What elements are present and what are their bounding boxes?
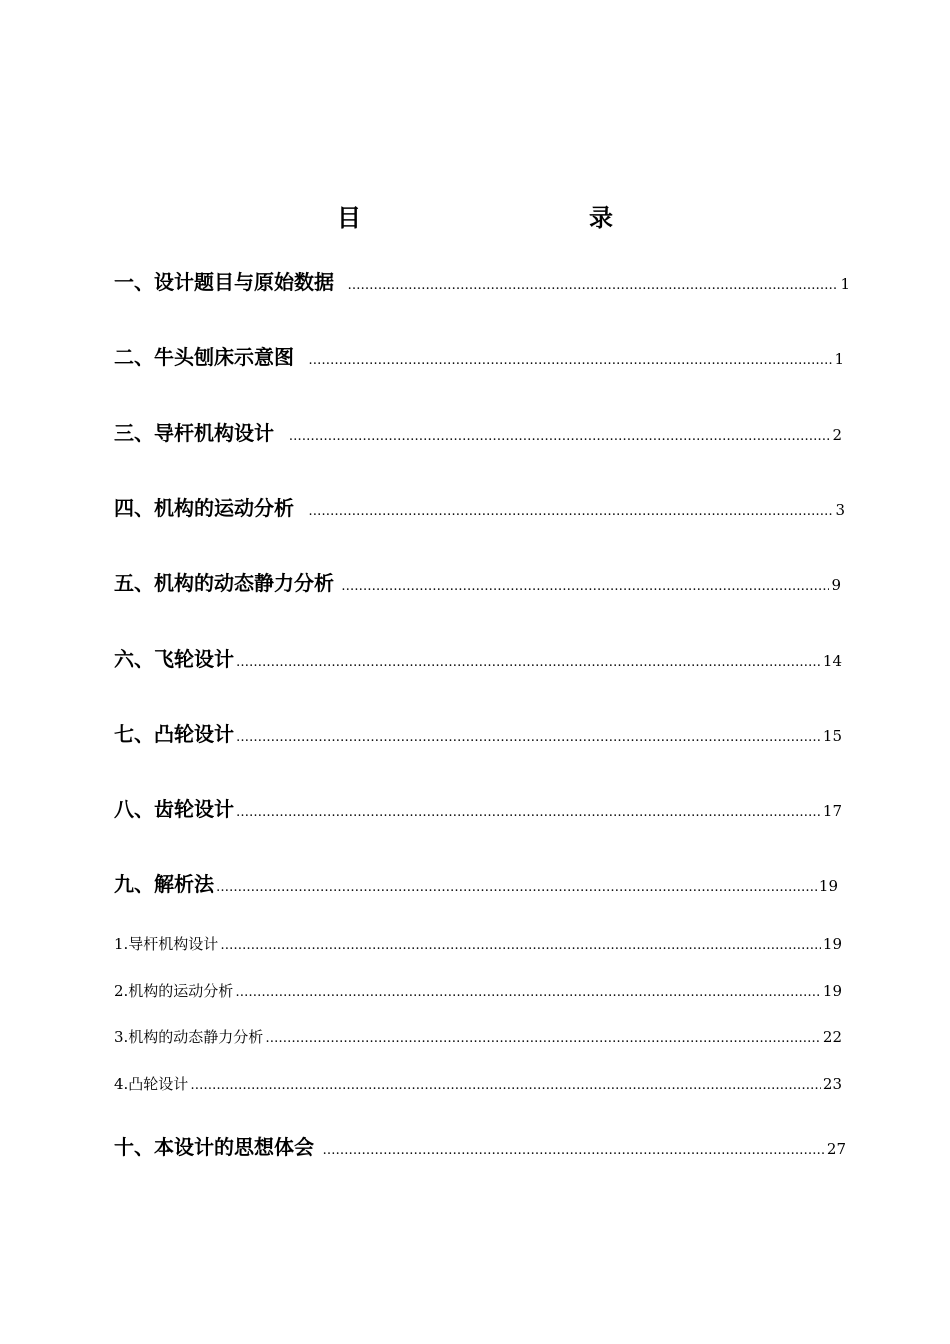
toc-leader-dots xyxy=(216,880,817,895)
toc-leader-dots xyxy=(235,985,821,1000)
toc-entry xyxy=(114,793,842,822)
toc-subentry xyxy=(114,933,842,954)
toc-entry-page: 19 xyxy=(818,877,838,895)
toc-leader-dots xyxy=(308,504,833,519)
toc-entry xyxy=(114,567,841,596)
toc-entry-label: 九、解析法 xyxy=(114,872,214,896)
toc-leader-dots xyxy=(265,1031,821,1046)
toc-entry-page: 19 xyxy=(822,935,842,953)
toc-leader-dots xyxy=(190,1078,821,1093)
toc-entry-page: 23 xyxy=(822,1075,842,1093)
toc-entry-page: 9 xyxy=(831,576,841,594)
toc-entry-label: 3.机构的动态静力分析 xyxy=(114,1028,264,1046)
toc-entry-page: 3 xyxy=(835,501,845,519)
toc-leader-dots xyxy=(289,429,831,444)
toc-leader-dots xyxy=(236,805,821,820)
toc-entry-page: 22 xyxy=(822,1028,842,1046)
toc-entry-label: 七、凸轮设计 xyxy=(114,722,234,746)
toc-entry xyxy=(114,417,842,446)
toc-entry-page: 17 xyxy=(822,802,842,820)
toc-leader-dots xyxy=(322,1143,824,1158)
toc-entry-label: 十、本设计的思想体会 xyxy=(114,1135,314,1159)
toc-entry-label: 三、导杆机构设计 xyxy=(114,421,274,445)
toc-entry xyxy=(114,1131,846,1160)
toc-entry-page: 2 xyxy=(832,426,842,444)
toc-entry-page: 1 xyxy=(834,350,844,368)
toc-entry xyxy=(114,643,842,672)
toc-leader-dots xyxy=(236,655,821,670)
toc-entry xyxy=(114,341,844,370)
toc-subentry xyxy=(114,1026,842,1047)
toc-entry-label: 五、机构的动态静力分析 xyxy=(114,571,334,595)
toc-leader-dots xyxy=(348,278,839,293)
toc-entry-label: 一、设计题目与原始数据 xyxy=(114,270,334,294)
toc-entry-label: 四、机构的运动分析 xyxy=(114,496,294,520)
toc-title: 目 录 xyxy=(337,204,673,232)
toc-entry-page: 1 xyxy=(840,275,850,293)
toc-entry-label: 2.机构的运动分析 xyxy=(114,982,234,1000)
toc-subentry xyxy=(114,980,842,1001)
toc-subentry xyxy=(114,1073,842,1094)
toc-leader-dots xyxy=(308,353,832,368)
toc-entry xyxy=(114,266,850,295)
toc-entry-page: 15 xyxy=(822,727,842,745)
toc-entry-label: 1.导杆机构设计 xyxy=(114,935,219,953)
toc-leader-dots xyxy=(236,730,821,745)
toc-entry-label: 二、牛头刨床示意图 xyxy=(114,345,294,369)
toc-entry-page: 19 xyxy=(822,982,842,1000)
toc-entry xyxy=(114,718,842,747)
toc-entry xyxy=(114,492,845,521)
toc-entry-page: 27 xyxy=(826,1140,846,1158)
toc-leader-dots xyxy=(220,938,821,953)
toc-entry-label: 4.凸轮设计 xyxy=(114,1075,189,1093)
toc-entry xyxy=(114,868,838,897)
toc-entry-page: 14 xyxy=(822,652,842,670)
toc-leader-dots xyxy=(341,579,829,594)
toc-entry-label: 六、飞轮设计 xyxy=(114,647,234,671)
toc-entry-label: 八、齿轮设计 xyxy=(114,797,234,821)
